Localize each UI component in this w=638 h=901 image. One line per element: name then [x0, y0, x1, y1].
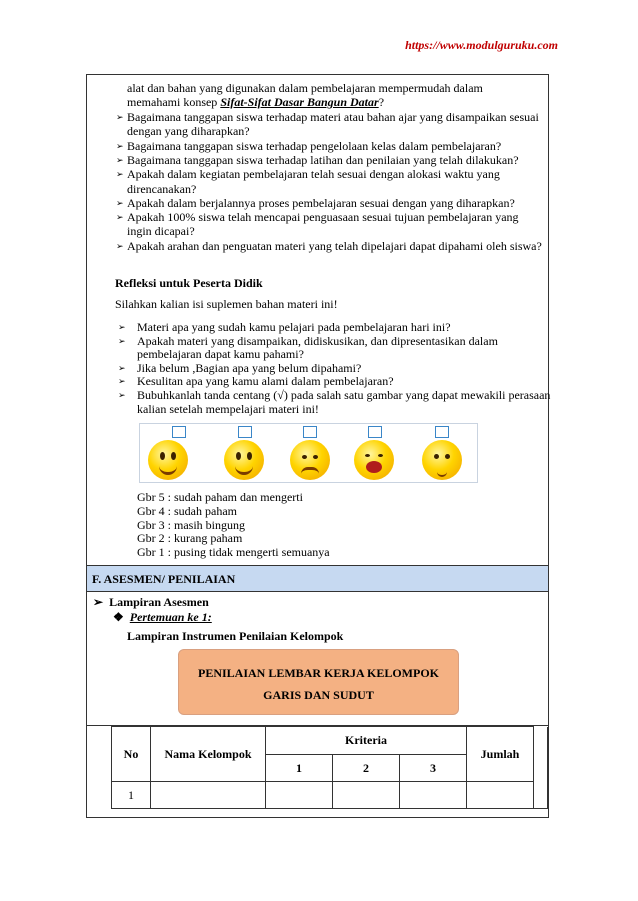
criteria-2: 2: [333, 755, 400, 782]
row-no: 1: [112, 782, 151, 809]
arrow-bullet-icon: ➢: [116, 154, 124, 165]
arrow-bullet-icon: ➢: [118, 376, 126, 387]
row-total[interactable]: [467, 782, 534, 809]
legend-item: Gbr 1 : pusing tidak mengerti semuanya: [137, 545, 330, 560]
content-frame: [86, 74, 549, 818]
list-item-continuation: pembelajaran dapat kamu pahami?: [137, 347, 304, 362]
legend-item: Gbr 4 : sudah paham: [137, 503, 237, 518]
concept-suffix: ?: [378, 95, 385, 109]
list-item-continuation: ingin dicapai?: [127, 224, 195, 239]
emoji-face-icon: [354, 440, 394, 480]
emoji-face-icon: [290, 440, 330, 480]
list-item: Bagaimana tanggapan siswa terhadap latihan dan penilaian yang telah dilakukan?: [127, 152, 519, 167]
instrument-title: Lampiran Instrumen Penilaian Kelompok: [127, 629, 344, 643]
list-item-continuation: direncanakan?: [127, 181, 197, 196]
header-no: No: [112, 727, 151, 782]
row-criteria-2[interactable]: [333, 782, 400, 809]
diamond-bullet-icon: ❖: [113, 610, 124, 624]
arrow-bullet-icon: ➢: [118, 335, 126, 346]
table-margin-cell: [534, 727, 548, 809]
checkbox-icon[interactable]: [172, 426, 186, 438]
worksheet-title-box: [178, 649, 459, 715]
meeting-label: Pertemuan ke 1:: [129, 610, 212, 624]
header-group-name: Nama Kelompok: [151, 727, 266, 782]
student-reflection-title: Refleksi untuk Peserta Didik: [115, 276, 263, 290]
section-title-assessment: F. ASESMEN/ PENILAIAN: [87, 565, 548, 592]
checkbox-icon[interactable]: [303, 426, 317, 438]
worksheet-title-line-1: PENILAIAN LEMBAR KERJA KELOMPOK: [197, 666, 440, 680]
list-item: Apakah materi yang disampaikan, didiskusikan, dan dipresentasikan dalam: [137, 333, 498, 348]
meeting-row: [113, 610, 212, 624]
arrow-bullet-icon: ➢: [116, 240, 124, 251]
list-item-continuation: kalian setelah mempelajari materi ini!: [137, 401, 319, 416]
arrow-triangle-icon: ➢: [93, 595, 104, 609]
continuation-line-1: alat dan bahan yang digunakan dalam pembelajaran mempermudah dalam: [127, 81, 483, 95]
emoji-face-icon: [422, 440, 462, 480]
list-item: Kesulitan apa yang kamu alami dalam pembelajaran?: [137, 374, 394, 389]
checkbox-icon[interactable]: [435, 426, 449, 438]
emoji-face-icon: [148, 440, 188, 480]
lampiran-row: [93, 595, 209, 609]
arrow-bullet-icon: ➢: [118, 390, 126, 400]
arrow-bullet-icon: ➢: [118, 322, 126, 332]
student-reflection-intro: Silahkan kalian isi suplemen bahan materi ini!: [115, 297, 338, 311]
row-criteria-3[interactable]: [400, 782, 467, 809]
row-criteria-1[interactable]: [266, 782, 333, 809]
arrow-bullet-icon: ➢: [116, 197, 124, 208]
emoji-face-icon: [224, 440, 264, 480]
list-item: Bagaimana tanggapan siswa terhadap materi atau bahan ajar yang disampaikan sesuai: [127, 110, 539, 124]
legend-item: Gbr 5 : sudah paham dan mengerti: [137, 490, 303, 504]
concept-prefix: memahami konsep: [127, 95, 221, 109]
emoji-rating-strip: [139, 423, 478, 483]
checkbox-icon[interactable]: [238, 426, 252, 438]
concept-title: Sifat-Sifat Dasar Bangun Datar: [220, 95, 379, 109]
continuation-line-2: [127, 95, 384, 109]
arrow-bullet-icon: ➢: [116, 212, 124, 223]
table-row: [112, 782, 548, 809]
arrow-bullet-icon: ➢: [116, 169, 124, 180]
arrow-bullet-icon: ➢: [116, 140, 124, 151]
worksheet-title-line-2: GARIS DAN SUDUT: [263, 688, 374, 702]
criteria-3: 3: [400, 755, 467, 782]
list-item: Apakah dalam berjalannya proses pembelajaran sesuai dengan yang diharapkan?: [127, 195, 515, 210]
header-total: Jumlah: [467, 727, 534, 782]
list-item: Materi apa yang sudah kamu pelajari pada pembelajaran hari ini?: [137, 320, 451, 334]
list-item: Bagaimana tanggapan siswa terhadap pengelolaan kelas dalam pembelajaran?: [127, 138, 502, 153]
list-item: Apakah dalam kegiatan pembelajaran telah sesuai dengan alokasi waktu yang: [127, 167, 500, 182]
criteria-1: 1: [266, 755, 333, 782]
list-item: Apakah arahan dan penguatan materi yang telah dipelajari dapat dipahami oleh siswa?: [127, 238, 542, 253]
legend-item: Gbr 3 : masih bingung: [137, 517, 245, 532]
arrow-bullet-icon: ➢: [118, 362, 126, 373]
website-url[interactable]: https://www.modulguruku.com: [405, 38, 558, 52]
list-item: Jika belum ,Bagian apa yang belum dipahami?: [137, 360, 362, 375]
checkbox-icon[interactable]: [368, 426, 382, 438]
legend-item: Gbr 2 : kurang paham: [137, 531, 243, 546]
header-criteria: Kriteria: [266, 727, 467, 755]
lampiran-label: Lampiran Asesmen: [109, 595, 209, 609]
row-group-name[interactable]: [151, 782, 266, 809]
arrow-bullet-icon: ➢: [116, 112, 124, 122]
list-item-continuation: dengan yang diharapkan?: [127, 124, 250, 139]
list-item: Bubuhkanlah tanda centang (√) pada salah satu gambar yang dapat mewakili perasaan: [137, 388, 551, 402]
list-item: Apakah 100% siswa telah mencapai penguasaan sesuai tujuan pembelajaran yang: [127, 210, 519, 225]
assessment-table: [111, 726, 548, 809]
